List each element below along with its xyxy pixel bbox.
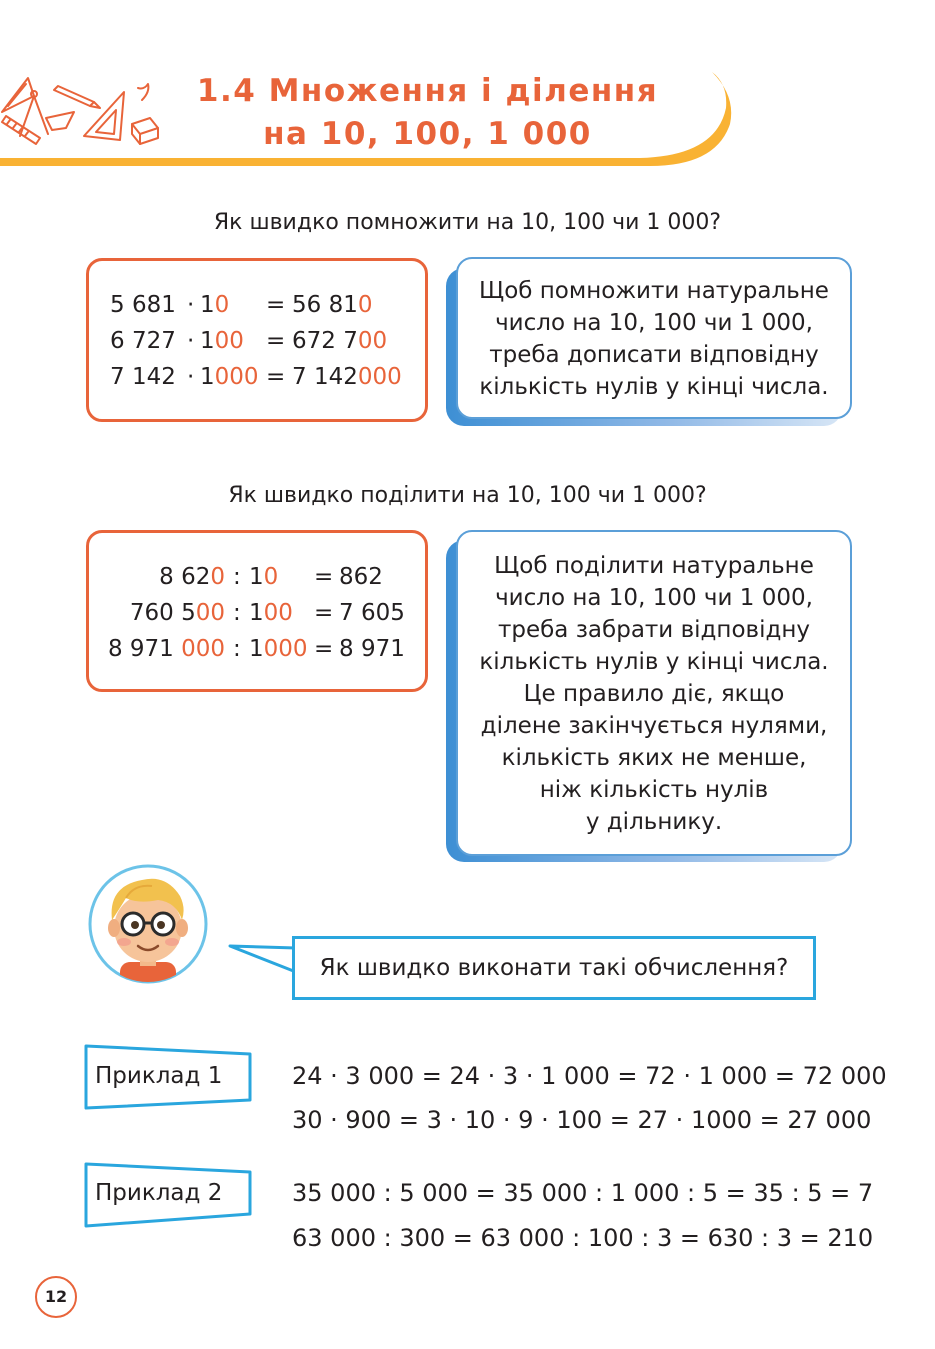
example-1-line-2: 30 · 900 = 3 · 10 · 9 · 100 = 27 · 1000 = 27 000 [292, 1106, 872, 1134]
equals: = [266, 292, 286, 318]
example-1-line-1: 24 · 3 000 = 24 · 3 · 1 000 = 72 · 1 000 = 72 000 [292, 1062, 887, 1090]
quotient: 8 971 [339, 636, 405, 662]
divisor: 10 [249, 564, 279, 590]
operator: · [187, 328, 195, 354]
speech-tail [226, 938, 298, 978]
product: 7 142000 [292, 364, 402, 390]
equals: = [314, 600, 334, 626]
divide-rule-callout [456, 530, 852, 856]
page-number: 12 [35, 1276, 77, 1318]
example-2-line-2: 63 000 : 300 = 63 000 : 100 : 3 = 630 : 3 = 210 [292, 1224, 874, 1252]
example-2-line-1: 35 000 : 5 000 = 35 000 : 1 000 : 5 = 35 : 5 = 7 [292, 1179, 874, 1207]
rule-line: число на 10, 100 чи 1 000, [495, 310, 813, 336]
multiply-question: Як швидко помножити на 10, 100 чи 1 000? [213, 210, 722, 235]
dividend: 760 500 [129, 600, 225, 626]
multiply-row [89, 323, 425, 359]
rule-line: треба забрати відповідну [497, 617, 811, 643]
rule-line: ділене закінчується нулями, [480, 713, 828, 739]
dividend: 8 971 000 [107, 636, 225, 662]
page-title [0, 70, 855, 156]
multiplier: 1000 [200, 364, 259, 390]
divide-question: Як швидко поділити на 10, 100 чи 1 000? [228, 483, 707, 508]
rule-line: Це правило діє, якщо [523, 681, 785, 707]
title-line-2: на 10, 100, 1 000 [263, 116, 592, 152]
operator: · [187, 292, 195, 318]
rule-line: кількість нулів у кінці числа. [479, 649, 829, 675]
rule-line: треба дописати відповідну [489, 342, 819, 368]
equals: = [266, 328, 286, 354]
divide-row [89, 559, 425, 595]
quotient: 7 605 [339, 600, 405, 626]
rule-line: кількість яких не менше, [501, 745, 807, 771]
speech-text: Як швидко виконати такі обчислення? [319, 955, 789, 981]
factor: 7 142 [110, 364, 176, 390]
rule-line: Щоб помножити натуральне [479, 278, 829, 304]
rule-line: кількість нулів у кінці числа. [479, 374, 829, 400]
equals: = [314, 564, 334, 590]
multiply-rule-callout [456, 257, 852, 419]
multiply-examples-box [86, 258, 428, 422]
multiply-row [89, 287, 425, 323]
equals: = [314, 636, 334, 662]
speech-bubble [292, 936, 816, 1000]
divide-row [89, 631, 425, 667]
dividend: 8 620 [159, 564, 225, 590]
boy-with-glasses-avatar [86, 862, 210, 986]
rule-line: ніж кількість нулів [539, 777, 769, 803]
multiplier: 10 [200, 292, 230, 318]
example-1-label: Приклад 1 [95, 1063, 223, 1089]
title-line-1: 1.4 Множення і ділення [196, 73, 659, 109]
multiplier: 100 [200, 328, 244, 354]
operator: : [233, 564, 241, 590]
divisor: 1000 [249, 636, 308, 662]
example-2-label: Приклад 2 [95, 1180, 223, 1206]
product: 56 810 [292, 292, 373, 318]
rule-line: у дільнику. [585, 809, 723, 835]
divisor: 100 [249, 600, 293, 626]
divide-examples-box [86, 530, 428, 692]
multiply-row [89, 359, 425, 395]
operator: : [233, 636, 241, 662]
product: 672 700 [292, 328, 388, 354]
divide-row [89, 595, 425, 631]
factor: 6 727 [110, 328, 176, 354]
rule-line: Щоб поділити натуральне [494, 553, 814, 579]
factor: 5 681 [110, 292, 176, 318]
operator: : [233, 600, 241, 626]
equals: = [266, 364, 286, 390]
operator: · [187, 364, 195, 390]
quotient: 862 [339, 564, 383, 590]
rule-line: число на 10, 100 чи 1 000, [495, 585, 813, 611]
